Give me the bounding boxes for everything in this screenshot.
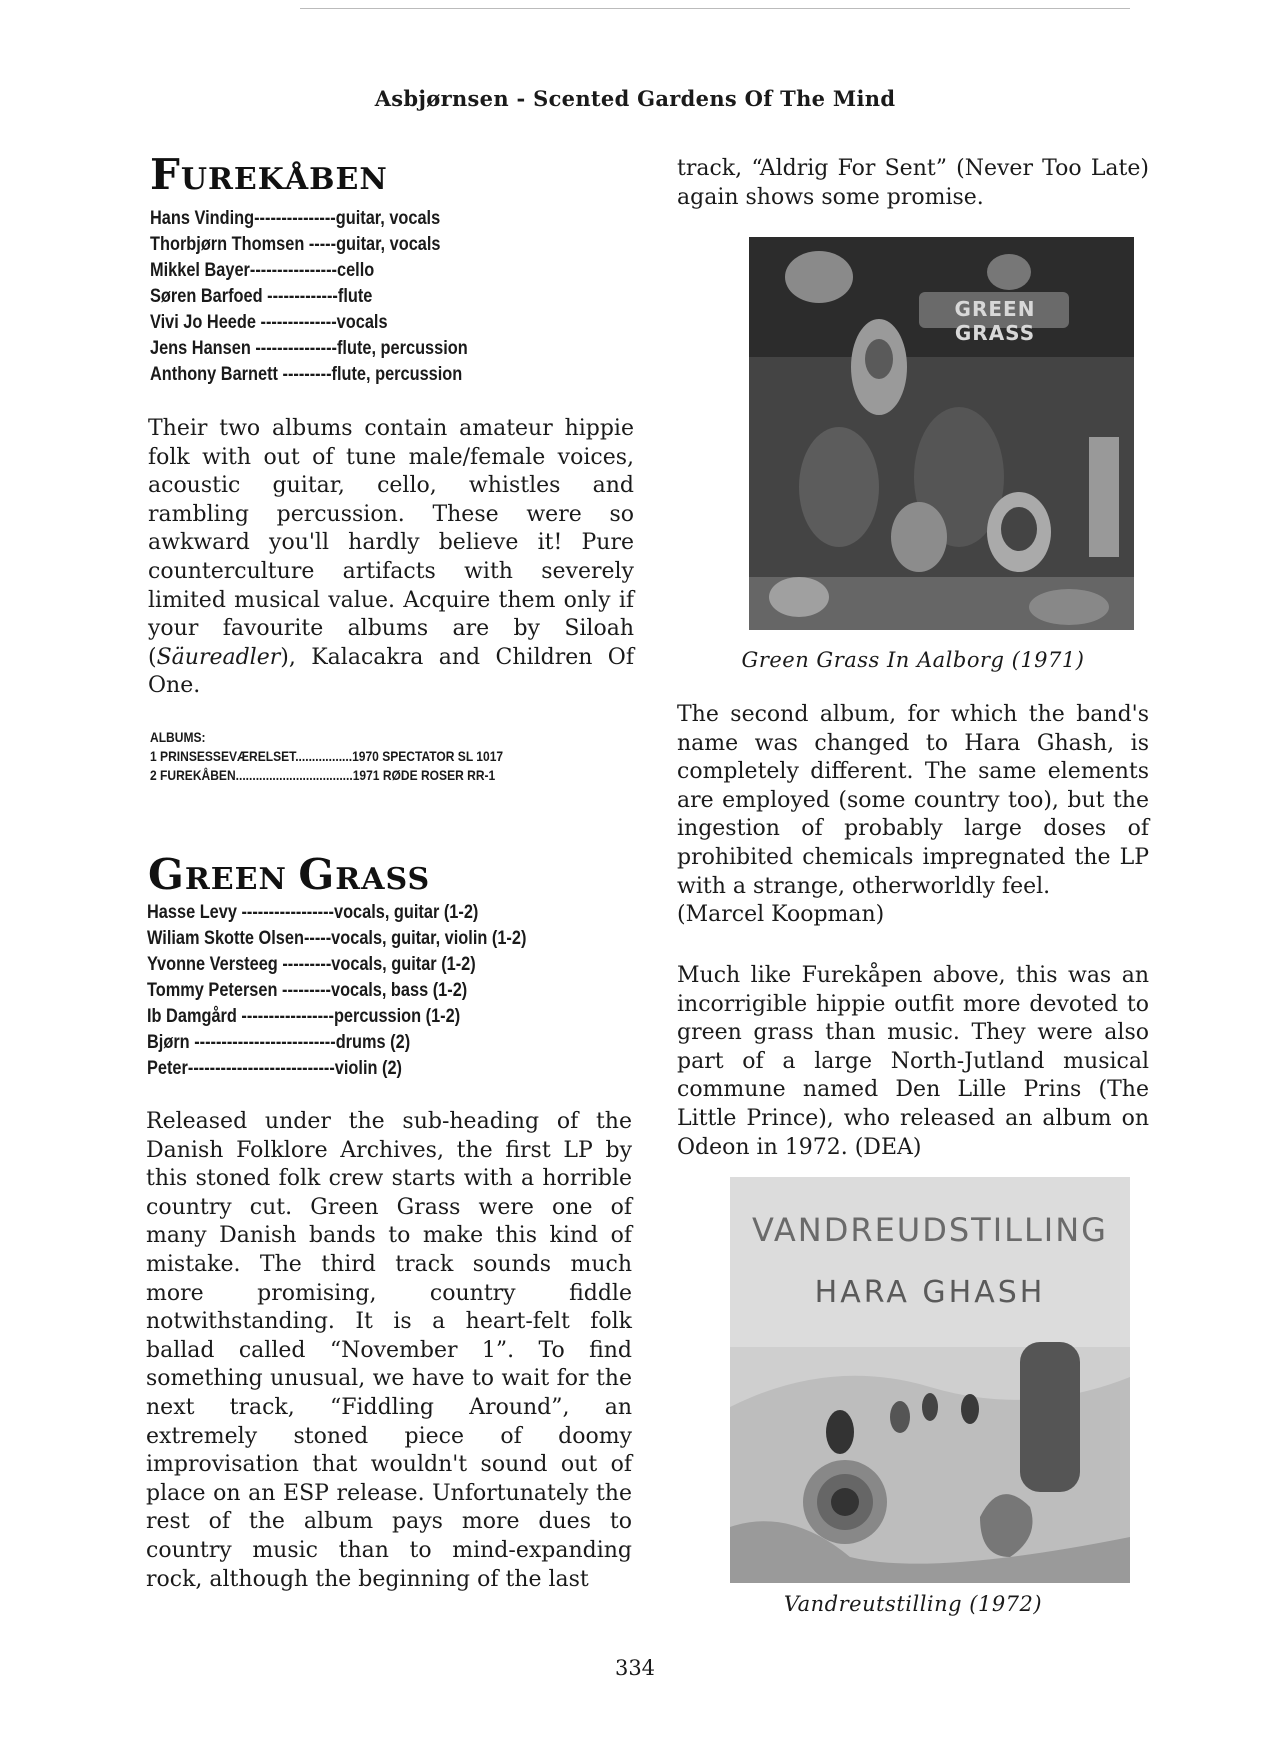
album-cover (730, 1177, 1130, 1583)
member-role: flute, percussion (331, 364, 463, 385)
album-info: 1970 SPECTATOR SL 1017 (352, 748, 504, 764)
member-name: Peter (147, 1058, 188, 1079)
lineup-row (147, 1056, 526, 1082)
member-role: vocals, guitar (1-2) (331, 954, 476, 975)
member-name: Hans Vinding (150, 208, 255, 229)
review-text: ), Kalacakra and Children Of One. (148, 644, 634, 699)
leader-dashes: --------------- (250, 338, 337, 359)
member-name: Bjørn (147, 1032, 190, 1053)
leader-dashes: ----- (303, 928, 332, 949)
furekaben-lineup (150, 206, 468, 388)
leader-dashes: ----------------- (236, 1006, 334, 1027)
member-role: cello (336, 260, 375, 281)
leader-dashes: --------- (277, 364, 332, 385)
member-name: Thorbjørn Thomsen (150, 234, 305, 255)
band-photo-illustration (749, 237, 1134, 630)
album-title: FUREKÅBEN (160, 767, 236, 783)
photo-caption: Green Grass In Aalborg (1971) (741, 648, 1085, 672)
album-number: 1 (150, 748, 157, 764)
lineup-row (150, 232, 468, 258)
lineup-row (147, 1004, 526, 1030)
second-album-review (677, 701, 1149, 930)
furekaben-heading-initial: F (150, 150, 181, 199)
member-role: drums (2) (335, 1032, 411, 1053)
member-role: percussion (1-2) (333, 1006, 461, 1027)
leader-dashes: ----------------- (236, 902, 334, 923)
furekaben-review (148, 415, 634, 701)
leader-dashes: --------- (277, 954, 332, 975)
heading-rest: RASS (335, 862, 431, 897)
lineup-row (150, 310, 468, 336)
review-text: Their two albums contain amateur hippie folk with out of tune male/female voices, acoustic guitar, cello, whistles and rambling percussion. These were so awkward you'll hardly believe it! Pure counterculture artifacts with severely limited musical value. Acquire them only if your favourite albums are by Siloah ( (148, 416, 634, 670)
album-number: 2 (150, 767, 157, 783)
review-credit: (Marcel Koopman) (677, 902, 885, 928)
band-photo (749, 237, 1134, 630)
leader-dots: ................................... (235, 767, 353, 783)
page-number: 334 (614, 1656, 656, 1680)
heading-initial: G (148, 850, 185, 899)
furekaben-heading (150, 150, 388, 199)
member-role: guitar, vocals (336, 234, 441, 255)
leader-dashes: ------------- (262, 286, 338, 307)
album-entry (150, 766, 503, 785)
heading-rest: REEN (184, 862, 299, 897)
green-grass-heading (148, 850, 430, 899)
member-role: flute, percussion (336, 338, 468, 359)
member-role: vocals, guitar, violin (1-2) (331, 928, 527, 949)
leader-dashes: ---------------- (249, 260, 337, 281)
lineup-row (147, 952, 526, 978)
green-grass-review-left: Released under the sub-heading of the Danish Folklore Archives, the first LP by this stoned folk crew starts with a horrible country cut. Green Grass were one of many Danish bands to make this kind of mistake. The third track sounds much more promising, country fiddle notwithstanding. It is a heart-felt folk ballad called “November 1”. To find something unusual, we have to wait for the next track, “Fiddling Around”, an extremely stoned piece of doomy improvisation that wouldn't sound out of place on an ESP release. Unfortunately the rest of the album pays more dues to country music than to mind-expanding rock, although the beginning of the last (146, 1109, 632, 1592)
running-head: Asbjørnsen - Scented Gardens Of The Mind (374, 86, 896, 111)
member-name: Yvonne Versteeg (147, 954, 278, 975)
member-role: violin (2) (334, 1058, 402, 1079)
album-entry (150, 747, 503, 766)
lineup-row (147, 1030, 526, 1056)
member-name: Vivi Jo Heede (150, 312, 256, 333)
album-title: PRINSESSEVÆRELSET (160, 748, 296, 764)
leader-dashes: -------------- (255, 312, 337, 333)
furekaben-heading-rest: UREKÅBEN (180, 162, 388, 197)
albums-label: ALBUMS: (150, 729, 206, 745)
green-grass-review-continued: track, “Aldrig For Sent” (Never Too Late) again shows some promise. (677, 156, 1149, 210)
member-role: vocals, guitar (1-2) (333, 902, 479, 923)
photo-sign-text: GREEN GRASS (954, 297, 1036, 345)
lineup-row (150, 258, 468, 284)
member-name: Wiliam Skotte Olsen (147, 928, 304, 949)
lineup-row (150, 206, 468, 232)
member-name: Tommy Petersen (147, 980, 278, 1001)
cover-caption: Vandreutstilling (1972) (783, 1592, 1043, 1616)
furekaben-albums (150, 728, 503, 785)
member-name: Søren Barfoed (150, 286, 263, 307)
heading-initial: G (298, 850, 336, 899)
lineup-row (147, 978, 526, 1004)
review-text: The second album, for which the band's name was changed to Hara Ghash, is completely different. The same elements are employed (some country too), but the ingestion of probably large doses of prohibited chemicals impregnated the LP with a strange, otherworldly feel. (677, 702, 1149, 899)
green-grass-lineup (147, 900, 526, 1082)
cover-band-name: HARA GHASH (814, 1275, 1046, 1310)
member-role: flute (337, 286, 373, 307)
lineup-row (150, 362, 468, 388)
member-role: guitar, vocals (335, 208, 441, 229)
leader-dashes: --------------- (254, 208, 336, 229)
review-italic-title: Säureadler (156, 644, 281, 670)
member-role: vocals, bass (1-2) (330, 980, 468, 1001)
leader-dashes: ----- (304, 234, 337, 255)
leader-dashes: --------- (277, 980, 331, 1001)
member-name: Mikkel Bayer (150, 260, 250, 281)
leader-dashes: --------------------------- (187, 1058, 335, 1079)
lineup-row (147, 926, 526, 952)
lineup-row (147, 900, 526, 926)
lineup-row (150, 336, 468, 362)
member-name: Anthony Barnett (150, 364, 278, 385)
member-role: vocals (336, 312, 388, 333)
leader-dashes: -------------------------- (189, 1032, 336, 1053)
member-name: Ib Damgård (147, 1006, 237, 1027)
lineup-row (150, 284, 468, 310)
leader-dots: ................. (295, 748, 353, 764)
member-name: Hasse Levy (147, 902, 237, 923)
third-review: Much like Furekåpen above, this was an incorrigible hippie outfit more devoted to green grass than music. They were also part of a large North-Jutland musical commune named Den Lille Prins (The Little Prince), who released an album on Odeon in 1972. (DEA) (677, 963, 1149, 1160)
top-rule (300, 8, 1130, 9)
member-name: Jens Hansen (150, 338, 251, 359)
cover-title: VANDREUDSTILLING (752, 1211, 1108, 1249)
album-info: 1971 RØDE ROSER RR-1 (352, 767, 496, 783)
